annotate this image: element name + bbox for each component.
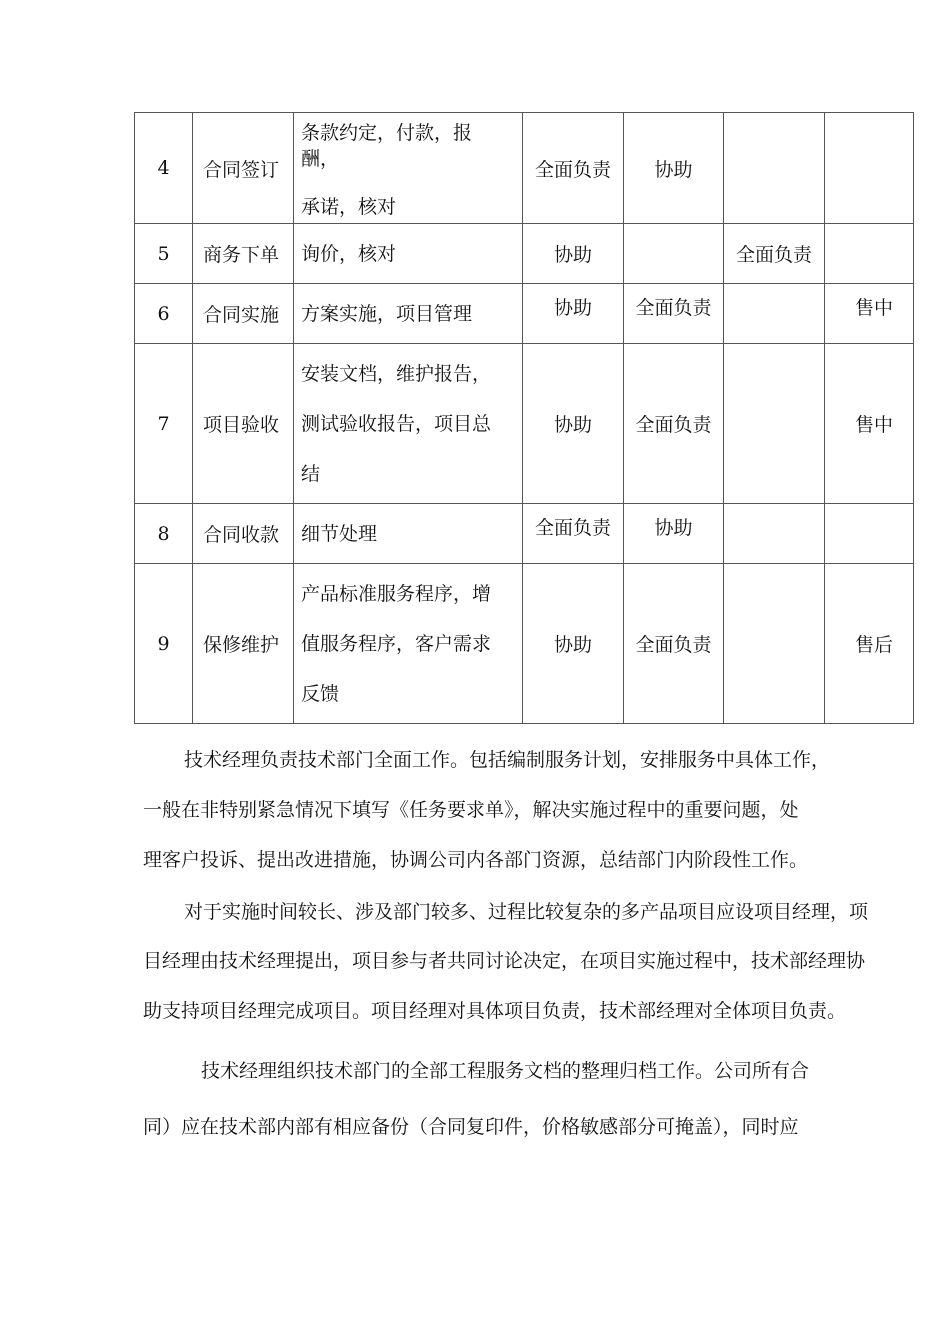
phase-cell: [825, 504, 914, 564]
phase-cell: [825, 113, 914, 224]
responsibility-cell: 全面负责: [624, 344, 724, 504]
description-line: 方案实施，项目管理: [301, 302, 473, 325]
row-number: 8: [135, 504, 193, 564]
table-row: [135, 564, 914, 724]
task-name: 商务下单: [193, 224, 294, 284]
phase-cell: [825, 224, 914, 284]
responsibility-cell: 全面负责: [624, 284, 724, 344]
task-description: [294, 284, 523, 344]
description-line: 询价，核对: [301, 242, 397, 265]
responsibility-cell: [724, 344, 825, 504]
paragraph-line: 目经理由技术经理提出，项目参与者共同讨论决定，在项目实施过程中，技术部经理协: [143, 950, 866, 972]
description-line: 安装文档，维护报告，: [301, 362, 492, 385]
table-row: [135, 344, 914, 504]
responsibility-cell: 协助: [523, 284, 624, 344]
paragraph-line: 一般在非特别紧急情况下填写《任务要求单》，解决实施过程中的重要问题，处: [143, 799, 799, 821]
table-row: [135, 504, 914, 564]
paragraph-line: 技术经理组织技术部门的全部工程服务文档的整理归档工作。公司所有合: [201, 1060, 810, 1082]
responsibility-cell: 全面负责: [724, 224, 825, 284]
task-name: 合同签订: [193, 113, 294, 224]
responsibility-cell: 协助: [523, 564, 624, 724]
row-number: 5: [135, 224, 193, 284]
description-line: 承诺，核对: [301, 195, 397, 218]
paragraph-line: 助支持项目经理完成项目。项目经理对具体项目负责，技术部经理对全体项目负责。: [143, 1000, 847, 1022]
task-name: 保修维护: [193, 564, 294, 724]
table-row: [135, 224, 914, 284]
description-line: 测试验收报告，项目总: [301, 412, 492, 435]
description-line: 反馈: [301, 682, 340, 705]
responsibility-cell: 全面负责: [523, 113, 624, 224]
responsibility-cell: [724, 564, 825, 724]
row-number: 4: [135, 113, 193, 224]
task-description: [294, 113, 523, 224]
paragraph-line: 理客户投诉、提出改进措施，协调公司内各部门资源，总结部门内阶段性工作。: [143, 849, 809, 871]
responsibility-table: [134, 112, 914, 724]
phase-cell: 售中: [825, 344, 914, 504]
description-line: 酬，: [301, 147, 340, 170]
task-name: 合同收款: [193, 504, 294, 564]
row-number: 6: [135, 284, 193, 344]
task-description: [294, 504, 523, 564]
responsibility-cell: 协助: [523, 344, 624, 504]
description-line: 细节处理: [301, 522, 378, 545]
phase-cell: 售中: [825, 284, 914, 344]
responsibility-cell: 全面负责: [523, 504, 624, 564]
responsibility-cell: [724, 113, 825, 224]
responsibility-cell: 协助: [624, 113, 724, 224]
task-description: [294, 564, 523, 724]
paragraph-line: 对于实施时间较长、涉及部门较多、过程比较复杂的多产品项目应设项目经理，项: [184, 901, 869, 923]
table-row: [135, 113, 914, 224]
row-number: 7: [135, 344, 193, 504]
responsibility-cell: [624, 224, 724, 284]
responsibility-cell: 协助: [523, 224, 624, 284]
paragraph-line: 技术经理负责技术部门全面工作。包括编制服务计划，安排服务中具体工作，: [184, 749, 831, 771]
table-row: [135, 284, 914, 344]
responsibility-cell: 协助: [624, 504, 724, 564]
task-description: [294, 344, 523, 504]
description-line: 值服务程序，客户需求: [301, 632, 492, 655]
description-line: 产品标准服务程序，增: [301, 582, 492, 605]
description-line: 条款约定，付款，报: [301, 121, 473, 144]
phase-cell: 售后: [825, 564, 914, 724]
responsibility-cell: [724, 284, 825, 344]
paragraph-line: 同）应在技术部内部有相应备份（合同复印件，价格敏感部分可掩盖），同时应: [143, 1116, 799, 1138]
description-line: 结: [301, 462, 321, 485]
responsibility-cell: [724, 504, 825, 564]
row-number: 9: [135, 564, 193, 724]
task-name: 项目验收: [193, 344, 294, 504]
responsibility-cell: 全面负责: [624, 564, 724, 724]
task-description: [294, 224, 523, 284]
task-name: 合同实施: [193, 284, 294, 344]
